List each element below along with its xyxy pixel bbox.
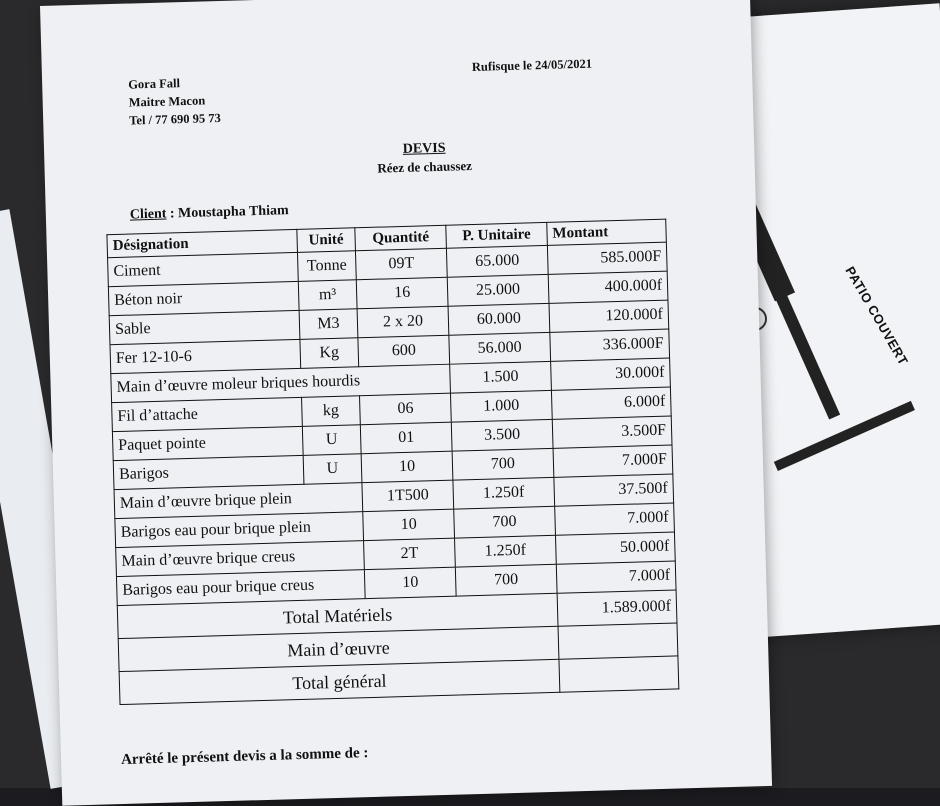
unit-price-cell: 700: [455, 564, 557, 596]
client-name: : Moustapha Thiam: [169, 203, 289, 222]
unit-price-cell: 3.500: [451, 419, 553, 451]
designation-cell: Ciment: [108, 252, 298, 286]
column-header: Unité: [297, 228, 356, 253]
unit-price-cell: 700: [454, 506, 556, 538]
amount-cell: 400.000f: [548, 271, 668, 303]
designation-cell: Béton noir: [108, 281, 298, 315]
grand-total-label: Total général: [119, 659, 560, 704]
unit-cell: M3: [299, 309, 358, 340]
unit-cell: Kg: [300, 338, 359, 369]
quantity-cell: 16: [356, 277, 448, 309]
designation-cell: Barigos: [113, 455, 303, 489]
quantity-cell: 2T: [364, 538, 456, 570]
sender-name: Gora Fall: [128, 76, 181, 92]
unit-price-cell: 25.000: [447, 274, 549, 306]
unit-cell: m³: [298, 280, 357, 311]
amount-cell: 336.000F: [550, 329, 670, 361]
unit-price-cell: 1.250f: [453, 477, 555, 509]
plan-wall: [768, 278, 840, 420]
quantity-cell: 10: [361, 451, 453, 483]
amount-cell: 7.000f: [556, 561, 676, 593]
column-header: P. Unitaire: [446, 222, 547, 248]
designation-cell: Main d’œuvre moleur briques hourdis: [111, 364, 451, 402]
plan-label: PATIO COUVERT: [842, 263, 912, 368]
sender-phone: Tel / 77 690 95 73: [129, 110, 221, 128]
designation-cell: Main d’œuvre brique plein: [114, 483, 363, 519]
plan-wall: [774, 401, 915, 471]
unit-price-cell: 60.000: [448, 303, 550, 335]
document-subtitle: Réez de chaussez: [377, 158, 473, 176]
quantity-cell: 09T: [356, 248, 448, 280]
amount-cell: 585.000F: [547, 242, 667, 274]
quote-table: [106, 219, 679, 705]
column-header: Montant: [547, 219, 667, 245]
grand-total-value: [559, 656, 679, 692]
client-line: [130, 203, 289, 223]
quantity-cell: 10: [363, 509, 455, 541]
designation-cell: Fil d’attache: [112, 397, 302, 431]
quantity-cell: 01: [361, 422, 453, 454]
sender-role: Maitre Macon: [128, 93, 206, 110]
designation-cell: Paquet pointe: [112, 426, 302, 460]
unit-cell: U: [302, 425, 361, 456]
unit-price-cell: 1.250f: [455, 535, 557, 567]
amount-cell: 120.000f: [549, 300, 669, 332]
quantity-cell: 10: [365, 567, 457, 599]
labour-total-label: Main d’œuvre: [118, 626, 559, 671]
quantity-cell: 06: [360, 393, 452, 425]
column-header: Quantité: [355, 225, 446, 251]
sender-block: [128, 73, 221, 130]
amount-cell: 7.000f: [555, 503, 675, 535]
amount-cell: 37.500f: [554, 474, 674, 506]
designation-cell: Main d’œuvre brique creus: [116, 541, 365, 577]
quote-document: [40, 0, 772, 806]
quantity-cell: 1T500: [362, 480, 454, 512]
column-header: Désignation: [107, 229, 297, 257]
document-title: DEVIS: [402, 140, 446, 157]
designation-cell: Barigos eau pour brique plein: [115, 512, 364, 548]
unit-price-cell: 65.000: [446, 245, 548, 277]
total-materials-label: Total Matériels: [117, 593, 558, 638]
labour-total-value: [558, 623, 678, 659]
unit-price-cell: 1.500: [450, 361, 552, 393]
amount-cell: 6.000f: [551, 387, 671, 419]
unit-price-cell: 56.000: [449, 332, 551, 364]
amount-cell: 30.000f: [551, 358, 671, 390]
unit-price-cell: 700: [452, 448, 554, 480]
unit-cell: U: [303, 454, 362, 485]
closing-statement: Arrêté le présent devis a la somme de :: [120, 745, 369, 769]
designation-cell: Barigos eau pour brique creus: [116, 570, 365, 606]
place-date: Rufisque le 24/05/2021: [471, 56, 593, 74]
quantity-cell: 600: [358, 335, 450, 367]
amount-cell: 7.000F: [553, 445, 673, 477]
unit-cell: Tonne: [297, 251, 356, 282]
unit-cell: kg: [301, 396, 360, 427]
amount-cell: 3.500F: [552, 416, 672, 448]
designation-cell: Sable: [109, 310, 299, 344]
unit-price-cell: 1.000: [450, 390, 552, 422]
quantity-cell: 2 x 20: [357, 306, 449, 338]
client-label: Client: [129, 206, 167, 223]
designation-cell: Fer 12-10-6: [110, 339, 300, 373]
total-materials-value: 1.589.000f: [557, 590, 677, 626]
amount-cell: 50.000f: [555, 532, 675, 564]
